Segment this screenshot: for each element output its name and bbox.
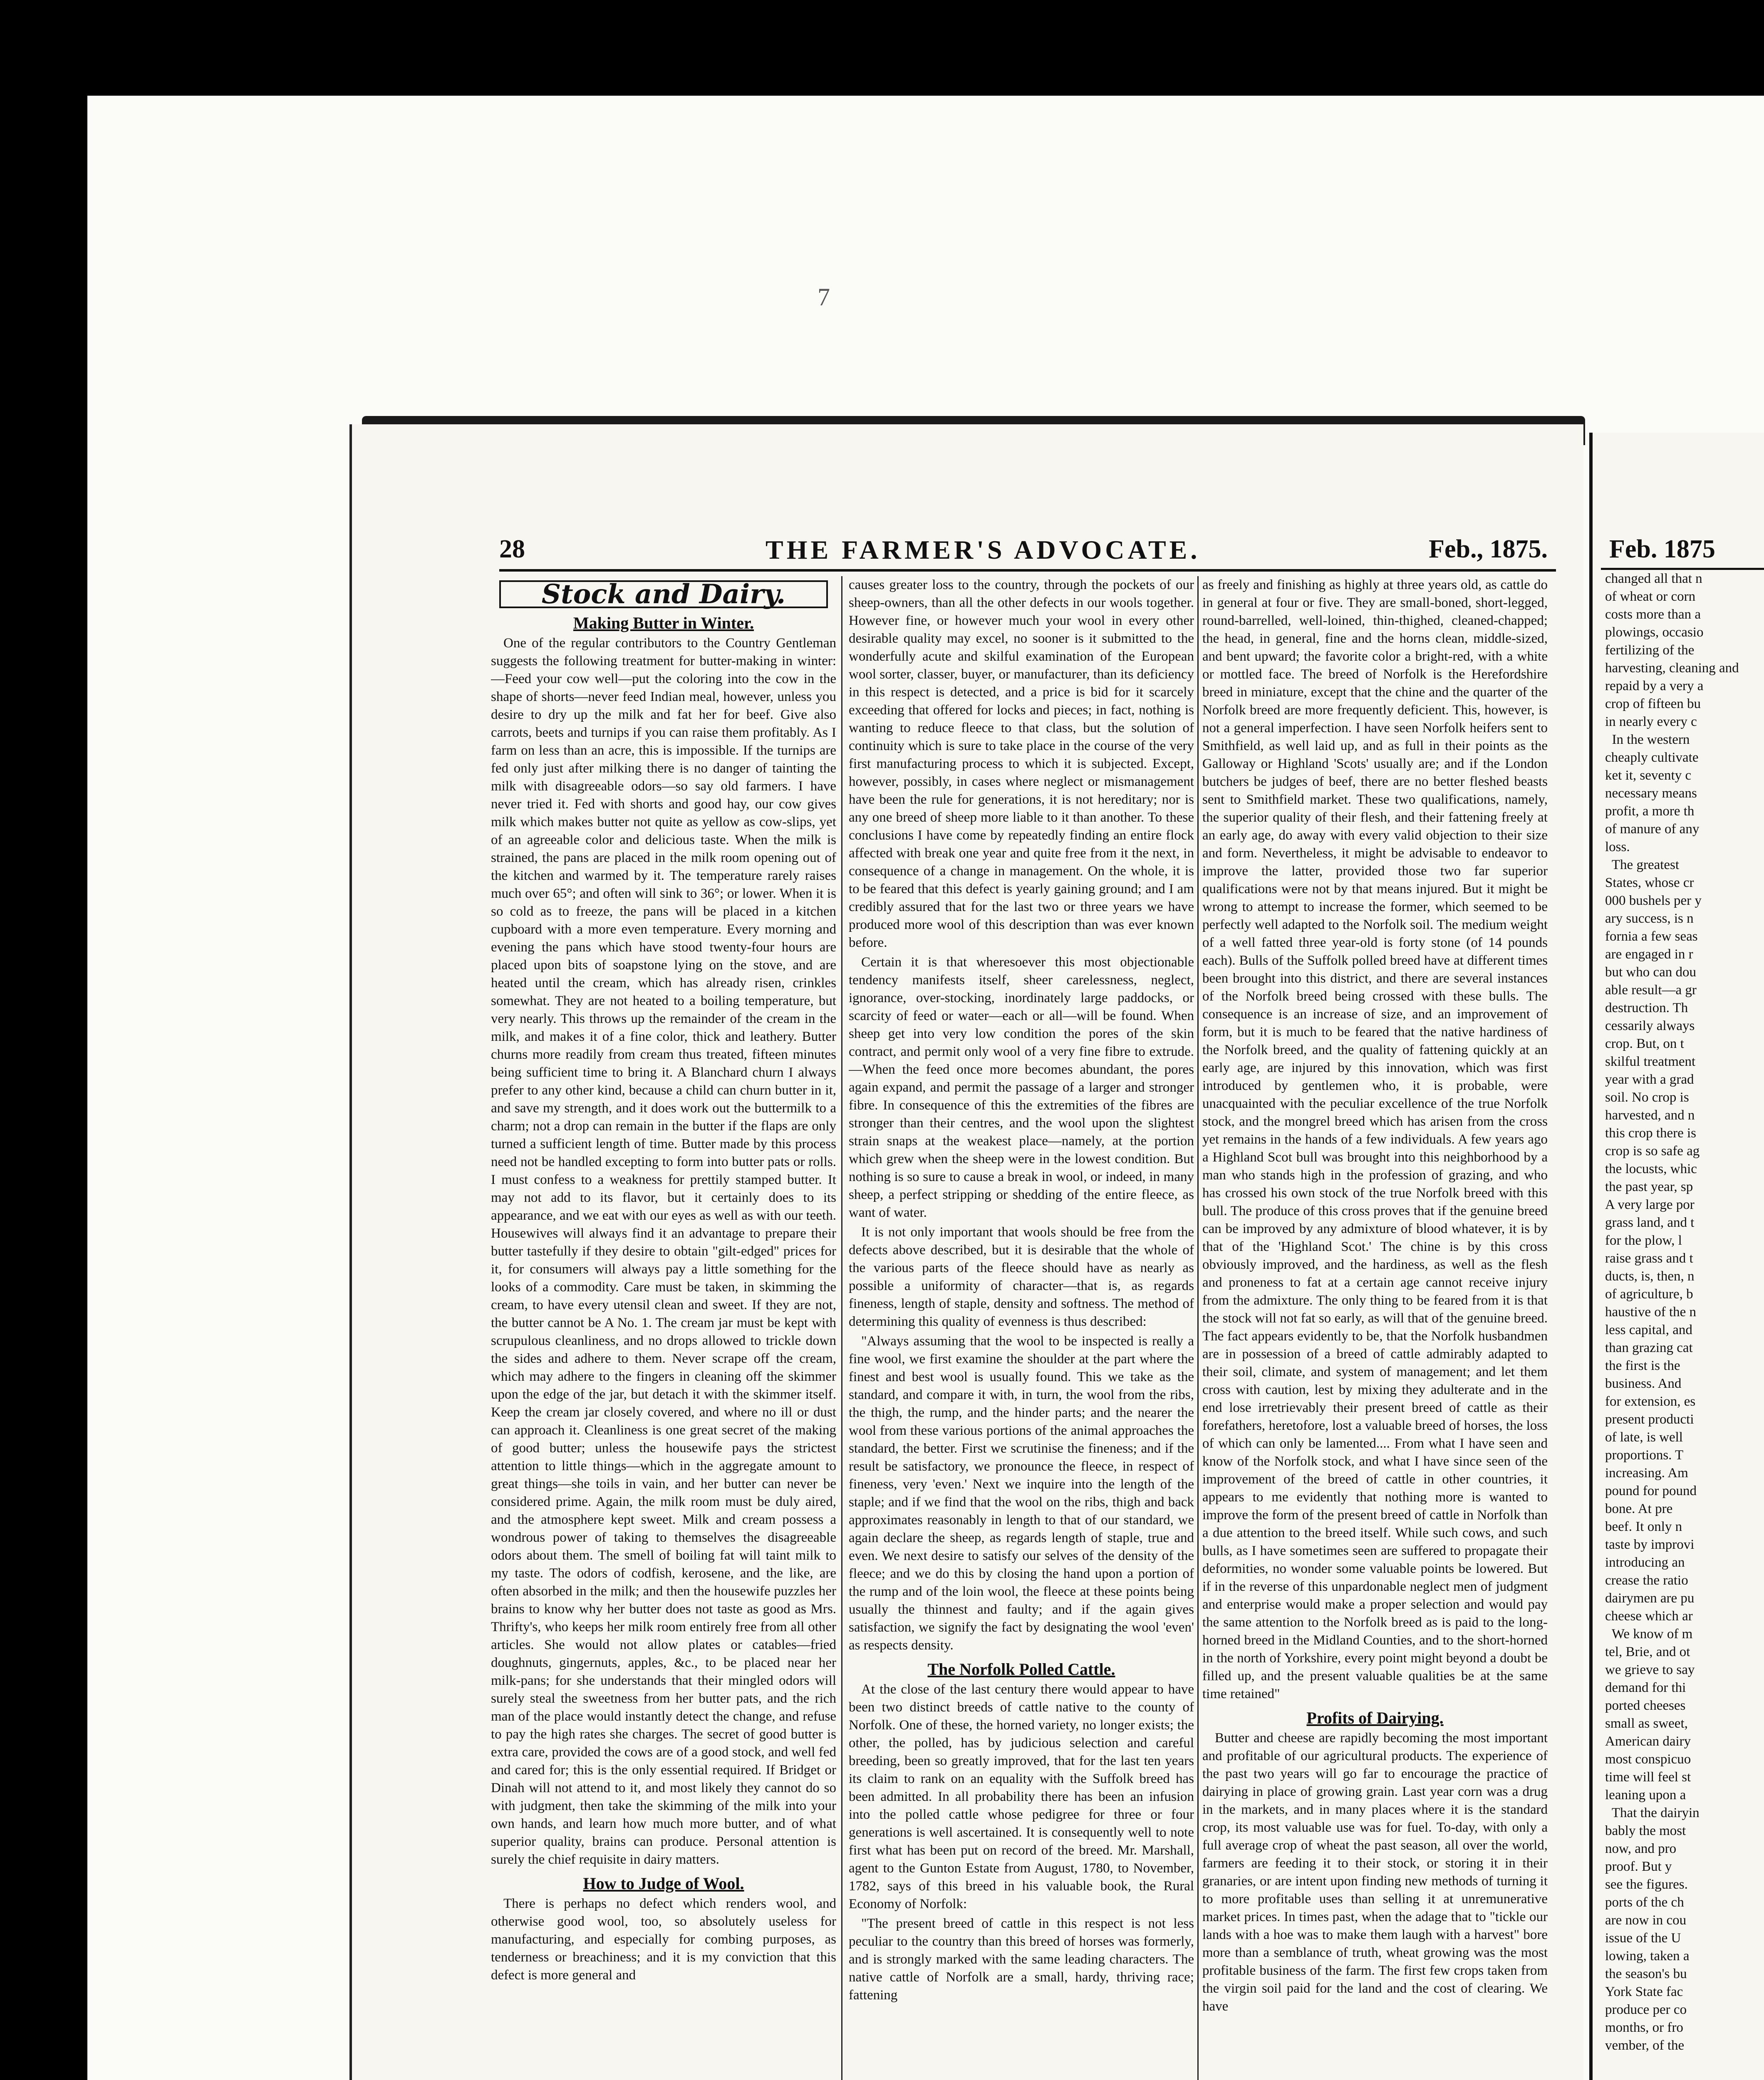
adjacent-page-line: demand for thi (1605, 1680, 1686, 1695)
adjacent-page-line: the past year, sp (1605, 1179, 1693, 1194)
article-title: How to Judge of Wool. (583, 1874, 744, 1893)
adjacent-page-line: cessarily always (1605, 1018, 1695, 1033)
adjacent-page-line: months, or fro (1605, 2020, 1683, 2035)
adjacent-page-line: for extension, es (1605, 1394, 1696, 1409)
adjacent-page-line: ducts, is, then, n (1605, 1269, 1695, 1284)
adjacent-page-line (1605, 2055, 1764, 2073)
adjacent-page (1589, 433, 1764, 2080)
adjacent-page-line: present producti (1605, 1412, 1694, 1427)
page-number: 28 (499, 535, 525, 563)
adjacent-page-line: harvested, and n (1605, 1108, 1695, 1123)
adjacent-page-line: than grazing cat (1605, 1340, 1693, 1355)
adjacent-page-line: now, and pro (1605, 1841, 1677, 1856)
article-paragraph: There is perhaps no defect which renders wool, and otherwise good wool, too, so absolutely useless for manufacturing, and especially for combing purposes, as tenderness or breachiness; and it is my conviction that this defect is more general and (491, 1896, 836, 1983)
adjacent-page-line: ported cheeses (1605, 1698, 1686, 1713)
article-title: Profits of Dairying. (1306, 1709, 1444, 1727)
adjacent-page-line: profit, a more th (1605, 804, 1695, 819)
adjacent-page-line: ports of the ch (1605, 1895, 1684, 1910)
adjacent-page-line: grass land, and t (1605, 1215, 1695, 1230)
adjacent-page-line: business. And (1605, 1376, 1682, 1391)
stray-mark: 7 (818, 283, 830, 311)
adjacent-page-line: ary success, is n (1605, 911, 1694, 926)
adjacent-page-line: time will feel st (1605, 1770, 1691, 1785)
adjacent-page-line: for the plow, l (1605, 1233, 1682, 1248)
adjacent-page-line: crease the ratio (1605, 1573, 1688, 1588)
adjacent-page-line: of late, is well (1605, 1430, 1683, 1445)
adjacent-page-line: States, whose cr (1605, 875, 1694, 890)
adjacent-page-line: American dairy (1605, 1734, 1691, 1749)
adjacent-page-line: cheese which ar (1605, 1609, 1693, 1624)
adjacent-page-line: haustive of the n (1605, 1305, 1697, 1320)
section-heading: Stock and Dairy. (499, 580, 828, 608)
adjacent-page-line: we grieve to say (1605, 1662, 1695, 1677)
page-header (499, 535, 1548, 568)
header-rule (499, 569, 1556, 572)
column-2 (849, 576, 1194, 2080)
adjacent-page-line: the first is the (1605, 1358, 1680, 1373)
adjacent-page-line: vember, of the (1605, 2038, 1685, 2053)
adjacent-page-line: this crop there is (1605, 1126, 1697, 1141)
adjacent-page-line: That the dairyin (1605, 1805, 1700, 1820)
adjacent-page-line: crop of fifteen bu (1605, 696, 1701, 711)
adjacent-page-line: less capital, and (1605, 1322, 1692, 1337)
adjacent-page-line: 000 bushels per y (1605, 893, 1702, 908)
adjacent-page-line: introducing an (1605, 1555, 1685, 1570)
article-paragraph: Certain it is that wheresoever this most objectionable tendency manifests itself, sheer carelessness, neglect, ignorance, over-stocking, inordinately large paddocks, or scarcity of feed or water—each or all—will be found. When sheep get into very low condition the pores of the skin contract, and permit only wool of a very fine fibre to extrude.—When the feed once more becomes abundant, the pores again expand, and permit the passage of a larger and stronger fibre. In consequence of this the extremities of the fibres are stronger than their centres, and the wool upon the slightest strain snaps at the weakest place—namely, at the portion which grew when the sheep were in the lowest condition. But nothing is so sure to cause a break in wool, or indeed, in many sheep, a perfect stripping or shedding of the entire fleece, as want of water. (849, 955, 1194, 1220)
adjacent-page-line: plowings, occasio (1605, 625, 1704, 640)
adjacent-page-line: of manure of any (1605, 822, 1700, 837)
adjacent-page-line (1605, 2073, 1764, 2080)
adjacent-page-line: skilful treatment (1605, 1054, 1696, 1069)
adjacent-page-line: see the figures. (1605, 1877, 1688, 1892)
adjacent-page-line: able result—a gr (1605, 983, 1697, 998)
adjacent-page-line: small as sweet, (1605, 1716, 1688, 1731)
adjacent-page-line: of agriculture, b (1605, 1287, 1693, 1302)
adjacent-page-line: soil. No crop is (1605, 1090, 1689, 1105)
adjacent-page-line: beef. It only n (1605, 1519, 1682, 1534)
article-paragraph: One of the regular contributors to the Country Gentleman suggests the following treatment for butter-making in winter:—Feed your cow well—put the coloring into the cow in the shape of shorts—never feed Indian meal, however, unless you desire to dry up the milk and fat her for beef. Give also carrots, beets and turnips if you can raise them profitably. As I farm on less than an acre, this is impossible. If the turnips are fed only just after milking there is no danger of tainting the milk with disagreeable odors—so say old farmers. I have never tried it. Fed with shorts and good hay, our cow gives milk which makes butter not quite as yellow as cow-slips, yet of an agreeable color and delicious taste. When the milk is strained, the pans are placed in the milk room opening out of the kitchen and warmed by it. The temperature rarely raises much over 65°; and often will sink to 36°; or lower. When it is so cold as to freeze, the pans will be placed in a kitchen cupboard with a more even temperature. Every morning and evening the pans which have stood twenty-four hours are placed upon bits of soapstone lying on the stove, and are heated until the cream, which has already risen, crinkles somewhat. They are not heated to a boiling temperature, but very nearly. This throws up the remainder of the cream in the milk, and makes it of a fine color, thick and leathery. Butter churns more readily from cream thus treated, fifteen minutes being sufficient time to bring it. A Blanchard churn I always prefer to any other kind, because a child can churn butter in it, and save my strength, and it does work out the buttermilk to a charm; not a drop can remain in the butter if the flaps are only turned a sufficient length of time. Butter made by this process need not be handled excepting to form into butter pats or rolls. I must confess to a weakness for prettily stamped butter. It may not add to its flavor, but it certainly does to its appearance, and we eat with our eyes as well as with our teeth. Housewives will always find it an advantage to prepare their butter tastefully if they desire to obtain "gilt-edged" prices for it, for consumers will always pay a little something for the looks of a commodity. Care must be taken, in skimming the cream, to have every utensil clean and sweet. If they are not, the butter cannot be A No. 1. The cream jar must be kept with scrupulous cleanliness, and no drops allowed to trickle down the sides and adhere to them. Never scrape off the cream, which may adhere to the fingers in cleaning off the skimmer upon the edge of the jar, but detach it with the skimmer itself. Keep the cream jar closely covered, and where no ill or dust can approach it. Cleanliness is one great secret of the making of good butter; unless the housewife pays the strictest attention to little things—which in the aggregate amount to great things—she toils in vain, and her butter can never be considered prime. Again, the milk room must be duly aired, and the atmosphere kept sweet. Milk and cream possess a wondrous power of taking to themselves the disagreeable odors about them. The smell of boiling fat will taint milk to my taste. The odors of codfish, kerosene, and the like, are often absorbed in the milk; and then the housewife puzzles her brains to know why her butter does not taste as good as Mrs. Thrifty's, who keeps her milk room entirely free from all other articles. She would not allow plates or catables—fried doughnuts, gingernuts, apples, &c., to be placed near her milk-pans; for she understands that their mingled odors will surely steal the sweetness from her butter pats, and the rich man of the place would instantly detect the change, and refuse to pay the high rates she charges. The secret of good butter is extra care, provided the cows are of a good stock, and well fed and cared for; this is the only essential required. If Bridget or Dinah will not attend to it, and most likely they cannot do so with judgment, then take the skimming of the milk into your own hands, and learn how much more butter, and of what superior quality, brains can produce. Personal attention is surely the chief requisite in dairy matters. (491, 636, 836, 1867)
article-paragraph: At the close of the last century there would appear to have been two distinct breeds of cattle native to the county of Norfolk. One of these, the horned variety, no longer exists; the other, the polled, has by judicious selection and careful breeding, been so greatly improved, that for the last ten years its claim to rank on an equality with the Suffolk breed has been admitted. In all probability there has been an infusion into the polled cattle whose pedigree for three or four generations is well ascertained. It is consequently well to note first what has been put on record of the breed. Mr. Marshall, agent to the Gunton Estate from August, 1780, to November, 1782, says of this breed in his valuable book, the Rural Economy of Norfolk: (849, 1682, 1194, 1912)
article-title: Making Butter in Winter. (573, 614, 754, 632)
adjacent-page-line: increasing. Am (1605, 1466, 1688, 1481)
column-divider (841, 576, 842, 2080)
masthead: THE FARMER'S ADVOCATE. (766, 535, 1201, 565)
adjacent-page-text (1605, 570, 1764, 2080)
column-1 (491, 576, 836, 2080)
column-divider (1197, 576, 1199, 2080)
article-paragraph: causes greater loss to the country, through the pockets of our sheep-owners, than all the other defects in our wools together. However fine, or however much your wool in every other desirable quality may excel, no sooner is it submitted to the wonderfully acute and skilful examination of the European wool sorter, classer, buyer, or manufacturer, than its deficiency in this respect is detected, and a price is bid for it scarcely exceeding that offered for locks and pieces; in fact, nothing is wanting to reduce fleece to that class, but the solution of continuity which is sure to take place in the course of the very first manufacturing process to which it is subjected. Except, however, possibly, in cases where neglect or mismanagement have been the rule for generations, it is not hereditary; nor is any one breed of sheep more liable to it than another. To these conclusions I have come by repeatedly finding an entire flock affected with break one year and quite free from it the next, in consequence of a change in management. On the whole, it is to be feared that this defect is yearly gaining ground; and I am credibly assured that for the last two or three years we have produced more wool of this description than was ever known before. (849, 577, 1194, 950)
adjacent-page-line: leaning upon a (1605, 1788, 1686, 1803)
adjacent-page-line: harvesting, cleaning and (1605, 661, 1739, 676)
adjacent-page-line: proof. But y (1605, 1859, 1672, 1874)
adjacent-page-line: the season's bu (1605, 1966, 1687, 1981)
article-paragraph: Butter and cheese are rapidly becoming the most important and profitable of our agricultural products. The experience of the past two years will go far to encourage the practice of dairying in place of growing grain. Last year corn was a drug in the markets, and in many places where it is the standard crop, its most valuable use was for fuel. To-day, with only a full average crop of wheat the past season, all over the world, farmers are feeding it to their stock, or storing it in their granaries, or are intent upon finding new methods of turning it to more profitable uses than selling it at unremunerative market prices. In times past, when the adage that to "tickle our lands with a hoe was to make them laugh with a harvest" bore more than a semblance of truth, wheat growing was the most profitable business of the farm. The first few crops taken from the virgin soil paid for the land and the cost of clearing. We have (1202, 1731, 1548, 2014)
article-title: The Norfolk Polled Cattle. (927, 1660, 1115, 1679)
adjacent-page-line: necessary means (1605, 786, 1697, 801)
adjacent-page-line: destruction. Th (1605, 1000, 1688, 1015)
adjacent-page-line: lowing, taken a (1605, 1949, 1690, 1964)
adjacent-page-line: loss. (1605, 839, 1630, 854)
adjacent-page-line: fornia a few seas (1605, 929, 1698, 944)
adjacent-page-line: crop. But, on t (1605, 1036, 1684, 1051)
adjacent-page-line: proportions. T (1605, 1448, 1684, 1463)
adjacent-page-line: ket it, seventy c (1605, 768, 1692, 783)
adjacent-page-line: The greatest (1605, 857, 1680, 872)
adjacent-page-line: are engaged in r (1605, 947, 1693, 962)
adjacent-page-line: most conspicuo (1605, 1752, 1691, 1767)
adjacent-page-line: York State fac (1605, 1984, 1683, 1999)
adjacent-page-line: crop is so safe ag (1605, 1144, 1700, 1159)
adjacent-page-line: tel, Brie, and ot (1605, 1644, 1690, 1659)
adjacent-page-line: bone. At pre (1605, 1501, 1673, 1516)
adjacent-page-line: year with a grad (1605, 1072, 1694, 1087)
article-paragraph: "The present breed of cattle in this respect is not less peculiar to the country than this breed of horses was formerly, and is strongly marked with the same leading characters. The native cattle of Norfolk are a small, hardy, thriving race; fattening (849, 1916, 1194, 2003)
adjacent-page-line: cheaply cultivate (1605, 750, 1699, 765)
adjacent-page-line: issue of the U (1605, 1931, 1681, 1946)
header-date: Feb., 1875. (1429, 535, 1548, 563)
adjacent-page-line: bably the most (1605, 1823, 1686, 1838)
adjacent-page-line: fertilizing of the (1605, 643, 1695, 658)
adjacent-page-line: repaid by a very a (1605, 678, 1704, 693)
adjacent-page-line: We know of m (1605, 1627, 1693, 1642)
adjacent-page-line: dairymen are pu (1605, 1591, 1695, 1606)
adjacent-page-line: the locusts, whic (1605, 1161, 1697, 1176)
article-paragraph: as freely and finishing as highly at three years old, as cattle do in general at four or five. They are small-boned, short-legged, round-barrelled, well-loined, thin-thighed, cleaned-chapped; the head, in general, fine and the horns clean, middle-sized, and bent upward; the favorite color a bright-red, with a white or mottled face. The breed of Norfolk is the Herefordshire breed in miniature, except that the chine and the quarter of the Norfolk breed are more frequently deficient. This, however, is not a general imperfection. I have seen Norfolk heifers sent to Smithfield, as well laid up, and as full in their points as the Galloway or Highland 'Scots' usually are; and if the London butchers be judges of beef, there are no better fleshed beasts sent to Smithfield market. These two qualifications, namely, the superior quality of their flesh, and their fattening freely at an early age, do away with every valid objection to their size and form. Nevertheless, it might be advisable to endeavor to improve the latter, provided those two far superior qualifications were not by that means injured. But it might be wrong to attempt to increase the former, which seemed to be perfectly well adapted to the Norfolk soil. The medium weight of a well fatted three year-old is forty stone (of 14 pounds each). Bulls of the Suffolk polled breed have at different times been brought into this district, and there are several instances of the Norfolk breed being crossed with these bulls. The consequence is an increase of size, and an improvement of form, but it is much to be feared that the native hardiness of the Norfolk breed, and the quality of fattening quickly at an early age, are injured by this innovation, which was first introduced by gentlemen who, it is probable, were unacquainted with the peculiar excellence of the true Norfolk stock, and the mongrel breed which has arisen from the cross yet remains in the hands of a few individuals. A few years ago a Highland Scot bull was brought into this neighborhood by a man who stands high in the profession of grazing, and who has crossed his own stock of the true Norfolk breed with this bull. The produce of this cross proves that if the genuine breed can be improved by any admixture of blood whatever, it is by that of the 'Highland Scot.' The chine is by this cross obviously improved, and the hardiness, as well as the flesh and proneness to fat at a certain age cannot receive injury from the admixture. The only thing to be feared from it is that the stock will not fat so early, as will that of the genuine breed. The fact appears evidently to be, that the Norfolk husbandmen are in possession of a breed of cattle admirably adapted to their soil, climate, and system of management; and let them cross with caution, lest by mixing they adulterate and in the end lose irretrievably their present breed of cattle as their forefathers, heretofore, lost a valuable breed of horses, the loss of which can only be lamented.... From what I have seen and know of the Norfolk stock, and what I have since seen of the improvement of the breed of cattle in other countries, it appears to me evidently that nothing more is wanted to improve the form of the present breed of cattle in Norfolk than a due attention to the breed itself. While such cows, and such bulls, as I have sometimes seen are suffered to propagate their deformities, no wonder some valuable points be lowered. But if in the reverse of this unpardonable neglect men of judgment and enterprise would make a proper selection and would pay the same attention to the Norfolk breed as is paid to the long-horned breed in the Midland Counties, and to the short-horned in the north of Yorkshire, every point might beyond a doubt be filled up, and the present valuable qualities be at the same time retained" (1202, 577, 1548, 1701)
adjacent-page-header: Feb. 1875 (1609, 535, 1715, 563)
adjacent-page-line: are now in cou (1605, 1913, 1687, 1928)
article-paragraph: It is not only important that wools should be free from the defects above described, but it is desirable that the whole of the various parts of the fleece should have as nearly as possible a uniformity of character—that is, as regards fineness, length of staple, density and softness. The method of determining this quality of evenness is thus described: (849, 1225, 1194, 1329)
adjacent-page-line: produce per co (1605, 2002, 1687, 2017)
adjacent-page-line: in nearly every c (1605, 714, 1697, 729)
adjacent-page-line: costs more than a (1605, 607, 1701, 622)
adjacent-page-line: In the western (1605, 732, 1690, 747)
article-paragraph: "Always assuming that the wool to be inspected is really a fine wool, we first examine the shoulder at the part where the finest and best wool is usually found. This we take as the standard, and compare it with, in turn, the wool from the ribs, the thigh, the rump, and the hinder parts; and the nearer the wool from these various portions of the animal approaches the standard, the better. First we scrutinise the fineness; and if the result be satisfactory, we pronounce the fleece, in respect of fineness, very 'even.' Next we inquire into the length of the staple; and if we find that the wool on the ribs, thigh and back approximates reasonably in length to that of our standard, we again declare the sheep, as regards length of staple, true and even. We next desire to satisfy our selves of the density of the fleece; and we do this by closing the hand upon a portion of the rump and of the loin wool, the fleece at these points being usually the thinnest and faulty; and if the again gives satisfaction, we signify the fact by designating the wool 'even' as respects density. (849, 1334, 1194, 1653)
adjacent-page-line: changed all that n (1605, 571, 1702, 586)
adjacent-page-line: taste by improvi (1605, 1537, 1695, 1552)
adjacent-page-line: A very large por (1605, 1197, 1695, 1212)
column-3 (1202, 576, 1548, 2080)
adjacent-page-line: but who can dou (1605, 965, 1697, 980)
adjacent-page-line: raise grass and t (1605, 1251, 1693, 1266)
adjacent-page-line: pound for pound (1605, 1483, 1697, 1498)
adjacent-page-line: of wheat or corn (1605, 589, 1696, 604)
